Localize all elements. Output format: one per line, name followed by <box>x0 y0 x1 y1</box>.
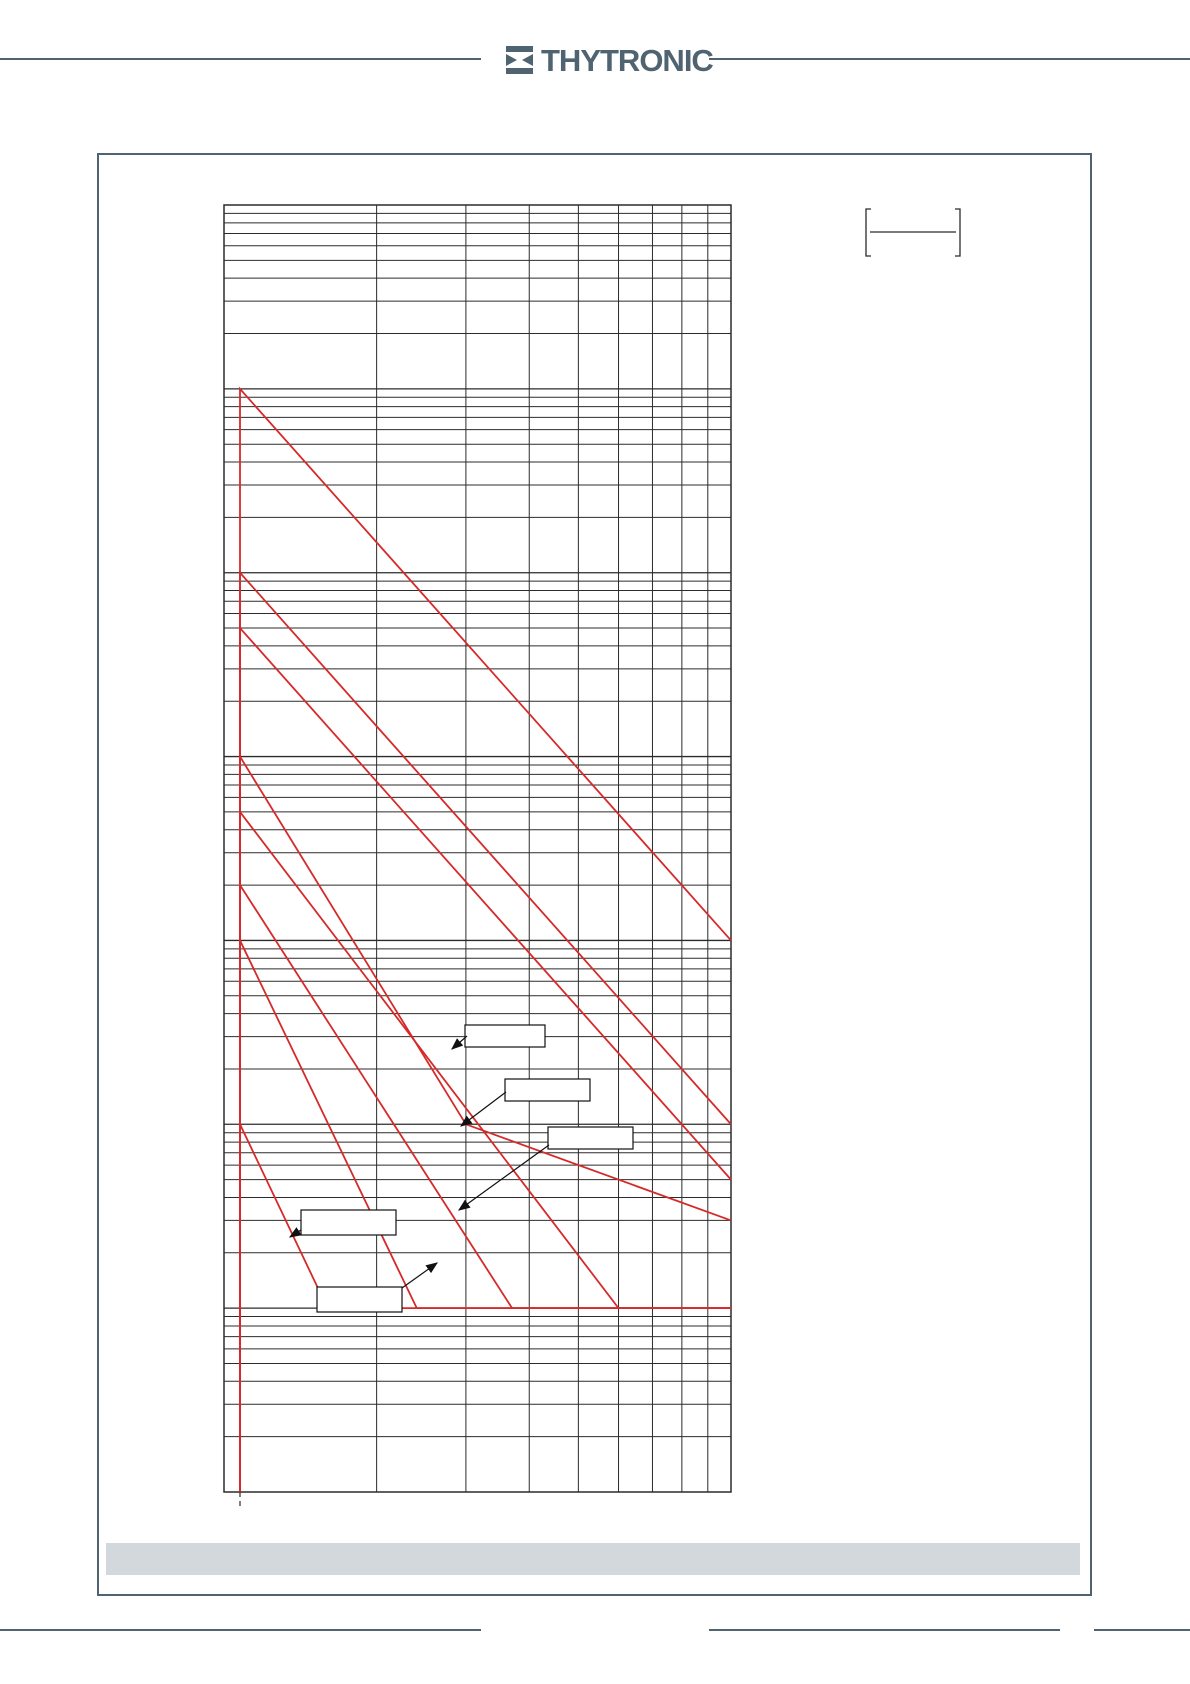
plot-area-border <box>224 205 731 1492</box>
trip-curve-6 <box>240 885 731 1492</box>
callout-arrow-2 <box>461 1092 506 1126</box>
callout-box-3 <box>548 1127 633 1149</box>
callout-box-4 <box>301 1210 396 1235</box>
trip-curve-5 <box>240 812 731 1492</box>
brand-name: THYTRONIC <box>541 42 713 78</box>
callout-box-2 <box>505 1079 590 1101</box>
callout-box-5 <box>317 1287 402 1312</box>
callout-box-1 <box>465 1025 545 1047</box>
footer-rule-far-right <box>1094 1629 1190 1631</box>
footer-rule-right <box>709 1629 1060 1631</box>
callout-arrow-5 <box>402 1263 437 1288</box>
footer-rule-left <box>0 1629 481 1631</box>
trip-curve-3 <box>240 628 731 1492</box>
figure-caption-bar <box>106 1543 1080 1575</box>
